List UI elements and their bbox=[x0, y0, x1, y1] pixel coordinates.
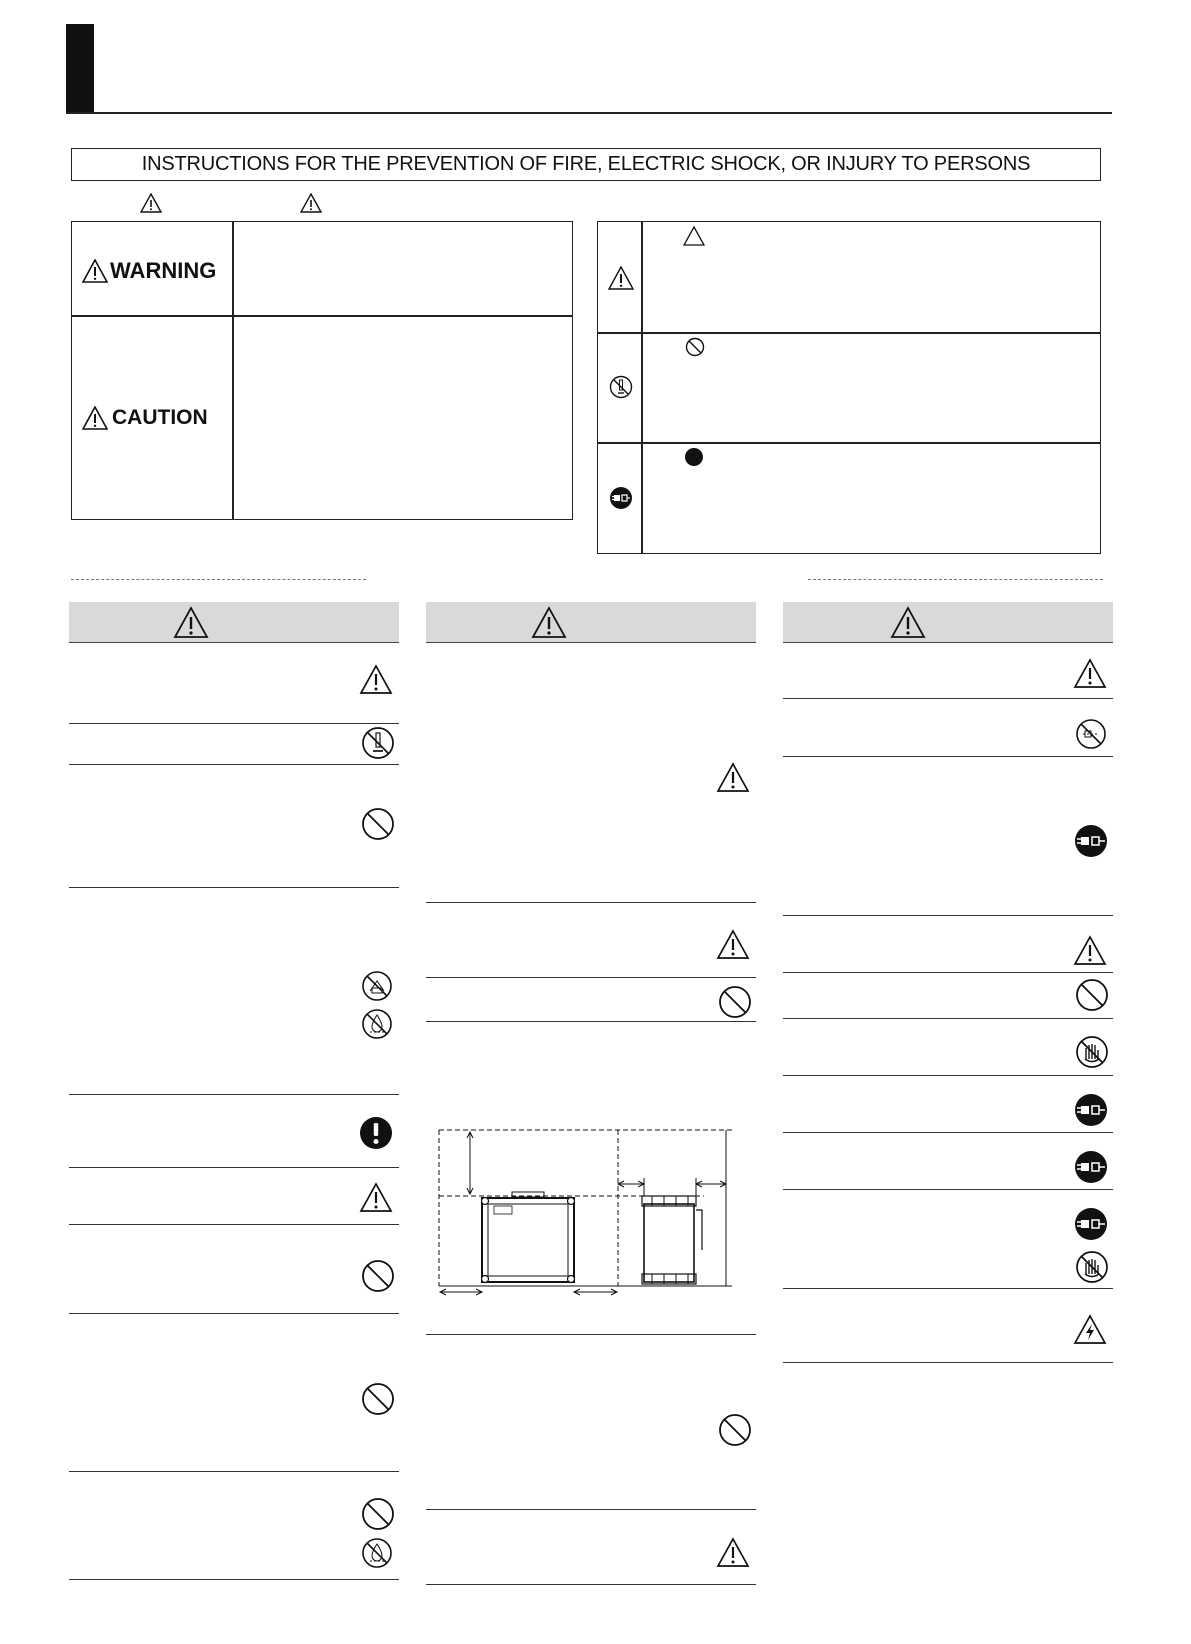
warning-triangle-icon bbox=[716, 1537, 750, 1568]
prohibited-icon bbox=[685, 337, 705, 357]
dashed-separator-left bbox=[71, 579, 366, 580]
col2-rule bbox=[426, 1021, 756, 1022]
col3-rule bbox=[783, 1362, 1113, 1363]
warning-triangle-icon bbox=[716, 762, 750, 793]
caution-label: CAUTION bbox=[112, 406, 208, 429]
col3-rule bbox=[783, 915, 1113, 916]
do-not-touch-wet-hands-icon bbox=[1075, 1250, 1109, 1284]
symbol-legend-divider-h1 bbox=[598, 332, 1100, 334]
electric-shock-icon bbox=[1073, 1314, 1107, 1345]
warning-triangle-icon bbox=[359, 1182, 393, 1213]
col1-rule bbox=[69, 764, 399, 765]
col1-rule bbox=[69, 1094, 399, 1095]
no-contact-icon bbox=[1075, 718, 1107, 750]
instructions-banner bbox=[71, 148, 1101, 181]
signal-word-table-divider-h bbox=[72, 315, 572, 317]
prohibited-icon bbox=[718, 1413, 752, 1447]
warning-triangle-icon bbox=[300, 193, 322, 213]
warning-triangle-icon bbox=[716, 929, 750, 960]
warning-triangle-icon bbox=[890, 606, 926, 639]
col1-rule bbox=[69, 887, 399, 888]
warning-triangle-icon bbox=[1073, 658, 1107, 689]
prohibited-icon bbox=[1075, 978, 1109, 1012]
col1-rule bbox=[69, 1167, 399, 1168]
caution-signal bbox=[82, 406, 208, 430]
warning-label: WARNING bbox=[110, 258, 217, 283]
col3-rule bbox=[783, 698, 1113, 699]
col3-rule bbox=[783, 1075, 1113, 1076]
col3-rule bbox=[783, 1189, 1113, 1190]
col2-rule bbox=[426, 977, 756, 978]
do-not-disassemble-icon bbox=[361, 726, 395, 760]
warning-triangle-icon bbox=[173, 606, 209, 639]
do-not-wet-icon bbox=[361, 1537, 393, 1569]
do-not-touch-wet-hands-icon bbox=[1075, 1035, 1109, 1069]
col3-rule bbox=[783, 756, 1113, 757]
col3-rule bbox=[783, 1288, 1113, 1289]
col1-rule bbox=[69, 1224, 399, 1225]
warning-triangle-icon bbox=[140, 193, 162, 213]
no-contact-icon bbox=[361, 970, 393, 1002]
col3-rule bbox=[783, 1018, 1113, 1019]
col2-rule bbox=[426, 1334, 756, 1335]
prohibited-icon bbox=[361, 807, 395, 841]
unplug-icon bbox=[1074, 1207, 1108, 1241]
warning-triangle-icon bbox=[531, 606, 567, 639]
symbol-legend-divider-h2 bbox=[598, 442, 1100, 444]
warning-triangle-icon bbox=[608, 266, 634, 290]
col1-rule bbox=[69, 1579, 399, 1580]
unplug-icon bbox=[1074, 824, 1108, 858]
symbol-legend-divider-v bbox=[641, 222, 643, 553]
column-2-header bbox=[426, 602, 756, 643]
prohibited-icon bbox=[361, 1497, 395, 1531]
warning-triangle-icon bbox=[683, 226, 705, 246]
prohibited-icon bbox=[361, 1259, 395, 1293]
page-tab-marker bbox=[66, 24, 94, 114]
col1-rule bbox=[69, 723, 399, 724]
warning-triangle-icon bbox=[82, 406, 108, 430]
column-3-header bbox=[783, 602, 1113, 643]
col2-rule bbox=[426, 1509, 756, 1510]
col3-rule bbox=[783, 972, 1113, 973]
unplug-icon bbox=[1074, 1150, 1108, 1184]
symbol-legend-table bbox=[597, 221, 1101, 554]
col1-rule bbox=[69, 1313, 399, 1314]
unplug-icon bbox=[609, 486, 633, 510]
warning-triangle-icon bbox=[359, 664, 393, 695]
col3-rule bbox=[783, 1132, 1113, 1133]
signal-word-table-divider-v bbox=[232, 222, 234, 519]
prohibited-icon bbox=[361, 1382, 395, 1416]
required-action-icon bbox=[684, 447, 704, 467]
unplug-icon bbox=[1074, 1093, 1108, 1127]
do-not-wet-icon bbox=[361, 1008, 393, 1040]
required-action-icon bbox=[359, 1116, 393, 1150]
col2-rule bbox=[426, 902, 756, 903]
warning-triangle-icon bbox=[82, 259, 108, 283]
do-not-disassemble-icon bbox=[609, 375, 633, 399]
warning-signal bbox=[82, 258, 216, 284]
prohibited-icon bbox=[718, 985, 752, 1019]
header-rule bbox=[66, 112, 1112, 114]
ventilation-clearance-diagram bbox=[434, 1126, 734, 1302]
dashed-separator-right bbox=[808, 579, 1103, 580]
warning-triangle-icon bbox=[1073, 935, 1107, 966]
col2-rule bbox=[426, 1584, 756, 1585]
banner-text: INSTRUCTIONS FOR THE PREVENTION OF FIRE, ELECTRIC SHOCK, OR INJURY TO PERSONS bbox=[141, 153, 1031, 175]
col1-rule bbox=[69, 1471, 399, 1472]
column-1-header bbox=[69, 602, 399, 643]
